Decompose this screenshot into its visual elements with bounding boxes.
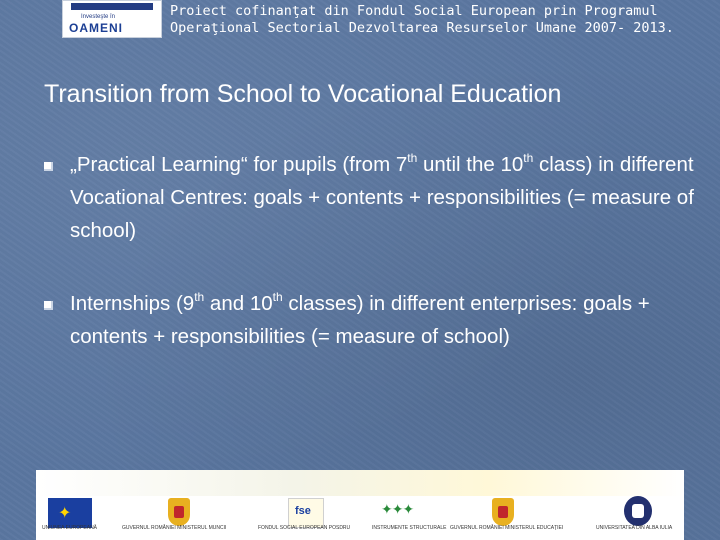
romania-crest-icon — [492, 498, 514, 526]
bullet-text-part: class) in different Vocational Centres: goals + contents + responsibilities (= measure of school) — [70, 153, 694, 242]
footer-caption: GUVERNUL ROMÂNIEI MINISTERUL MUNCII — [122, 525, 227, 531]
bullet-text-part: Internships (9 — [70, 292, 195, 315]
bullet-text-part: until the 10 — [417, 153, 524, 176]
bullet-list — [38, 148, 698, 353]
logo-strip — [71, 3, 153, 10]
ordinal-suffix: th — [407, 151, 418, 165]
footer-caption: FONDUL SOCIAL EUROPEAN POSDRU — [258, 525, 351, 531]
school-emblem-icon — [624, 496, 652, 526]
fse-icon: fse — [288, 498, 324, 528]
slide-title: Transition from School to Vocational Education — [44, 80, 562, 108]
footer-band — [36, 470, 684, 496]
sponsor-footer — [36, 470, 684, 540]
logo-wordmark: OAMENI — [69, 21, 123, 35]
header-line-2: Operaţional Sectorial Dezvoltarea Resurselor Umane 2007- 2013. — [170, 20, 674, 36]
eu-flag-icon: ✦ — [48, 498, 92, 528]
header-line-1: Proiect cofinanţat din Fondul Social European prin Programul — [170, 3, 658, 19]
footer-caption: GUVERNUL ROMÂNIEI MINISTERUL EDUCAŢIEI — [450, 525, 564, 531]
footer-caption: UNIVERSITATEA DIN ALBA IULIA — [596, 525, 673, 531]
logo-tagline: Investeşte în — [81, 14, 116, 20]
footer-caption: INSTRUMENTE STRUCTURALE — [372, 525, 447, 531]
header-banner — [170, 3, 715, 37]
ue-logo — [62, 0, 162, 38]
bullet-square-icon — [44, 301, 53, 310]
bullet-item — [38, 287, 698, 353]
bullet-square-icon — [44, 162, 53, 171]
ordinal-suffix: th — [194, 290, 205, 304]
bullet-text-part: „Practical Learning“ for pupils (from 7 — [70, 153, 408, 176]
stars-icon: ✦✦✦ — [381, 501, 414, 517]
ordinal-suffix: th — [272, 290, 283, 304]
bullet-text-part: and 10 — [204, 292, 273, 315]
bullet-item — [38, 148, 698, 247]
bullet-text-part: classes) in different enterprises: goals + contents + responsibilities (= measure of school) — [70, 292, 650, 348]
footer-caption: UNIUNEA EUROPEANĂ — [42, 525, 98, 531]
romania-crest-icon — [168, 498, 190, 526]
ordinal-suffix: th — [523, 151, 534, 165]
